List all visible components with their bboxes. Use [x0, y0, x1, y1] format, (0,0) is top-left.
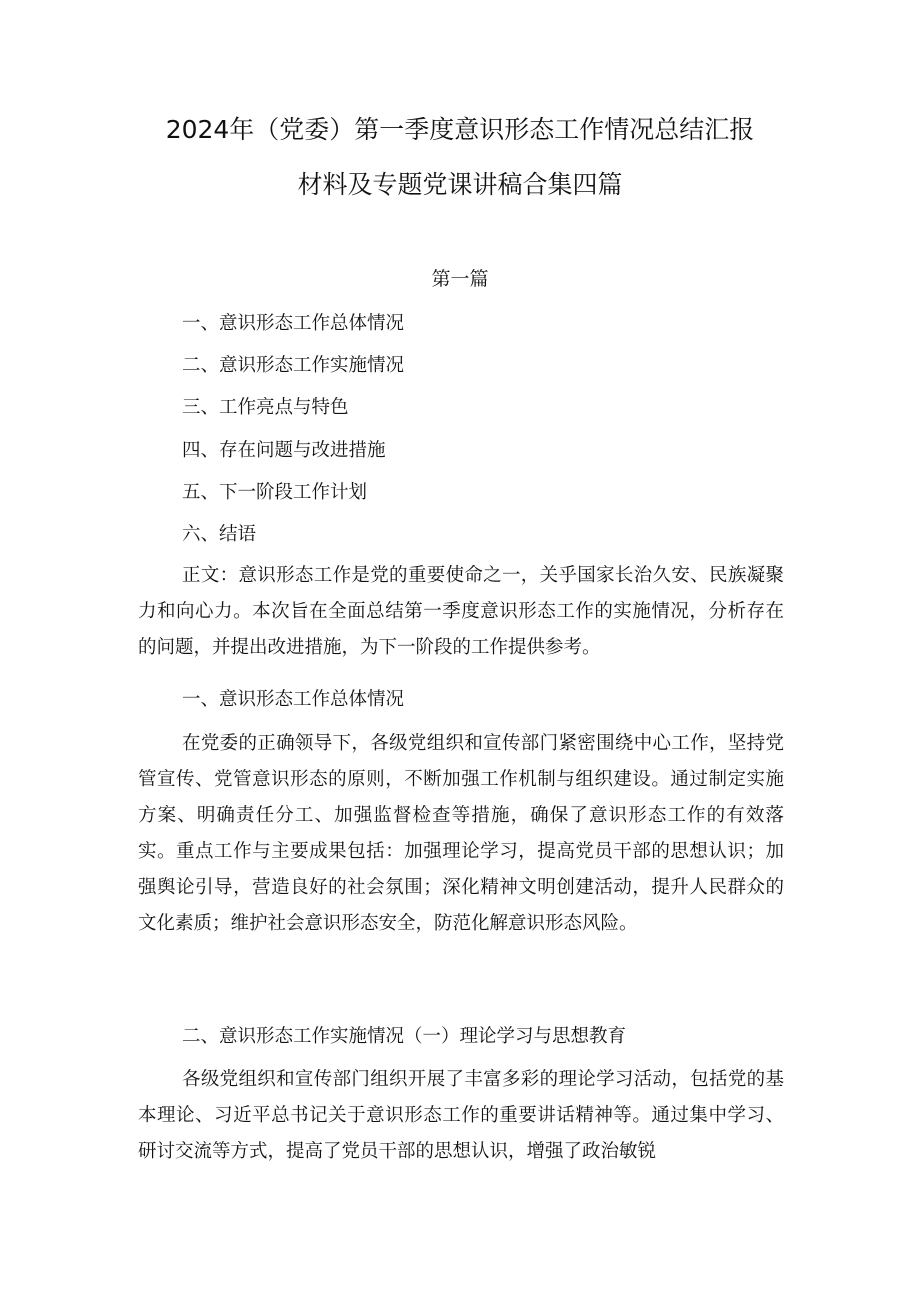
section-2-heading: 二、意识形态工作实施情况（一）理论学习与思想教育: [182, 1026, 627, 1047]
toc-item: 五、下一阶段工作计划: [182, 481, 368, 503]
section-2-paragraph: 各级党组织和宣传部门组织开展了丰富多彩的理论学习活动，包括党的基本理论、习近平总书记关于意识形态工作的重要讲话精神等。通过集中学习、研讨交流等方式，提高了党员干部的思想认识，增强了政治敏锐: [138, 1069, 784, 1162]
document-title-line-1: 2024年（党委）第一季度意识形态工作情况总结汇报: [165, 115, 755, 144]
section-1-paragraph: 在党委的正确领导下，各级党组织和宣传部门紧密围绕中心工作，坚持党管宣传、党管意识形态的原则，不断加强工作机制与组织建设。通过制定实施方案、明确责任分工、加强监督检查等措施，确保了意识形态工作的有效落实。重点工作与主要成果包括：加强理论学习，提高党员干部的思想认识；加强舆论引导，营造良好的社会氛围；深化精神文明创建活动，提升人民群众的文化素质；维护社会意识形态安全，防范化解意识形态风险。: [138, 733, 784, 934]
intro-paragraph: 正文：意识形态工作是党的重要使命之一，关乎国家长治久安、民族凝聚力和向心力。本次旨在全面总结第一季度意识形态工作的实施情况，分析存在的问题，并提出改进措施，为下一阶段的工作提供参考。: [138, 565, 784, 658]
toc-item: 二、意识形态工作实施情况: [182, 355, 405, 377]
document-title-line-2: 材料及专题党课讲稿合集四篇: [297, 170, 623, 199]
toc-item: 六、结语: [182, 523, 257, 545]
table-of-contents: [182, 315, 404, 568]
toc-item: 一、意识形态工作总体情况: [182, 313, 405, 334]
toc-item: 四、存在问题与改进措施: [182, 439, 386, 461]
toc-item: 三、工作亮点与特色: [182, 397, 349, 419]
part-heading: 第一篇: [431, 268, 489, 290]
section-1-heading: 一、意识形态工作总体情况: [182, 689, 405, 710]
